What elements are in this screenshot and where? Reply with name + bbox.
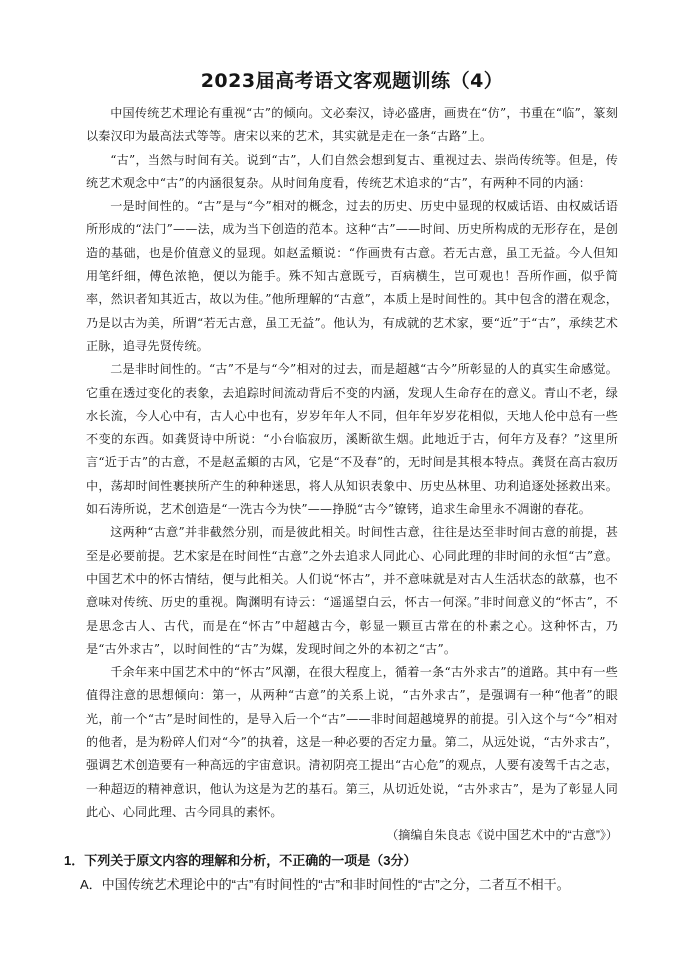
paragraph-6: 千余年来中国艺术中的“怀古”风潮，在很大程度上，循着一条“古外求古”的道路。其中有一些值得注意的思想倾向：第一，从两种“古意”的关系上说，“古外求古”，是强调有一种“他者”的眼光，前一个“古”是时间性的，是导入后一个“古”——非时间超越境界的前提。引入这个与“今”相对的他者，是为粉碎人们对“今”的执着，这是一种必要的否定力量。第二，从远处说，“古外求古”，强调艺术创造要有一种高远的宇宙意识。清初阴亮工提出“古心危”的观点，人要有凌驾千古之志，一种超迈的精神意识，他认为这是为艺的基石。第三，从切近处说，“古外求古”，是为了彰显人同此心、心同此理、古今同具的素怀。 bbox=[86, 665, 618, 819]
question-stem: 1．下列关于原文内容的理解和分析，不正确的一项是（3分） bbox=[64, 852, 417, 868]
document-title: 2023届高考语文客观题训练（4） bbox=[200, 70, 504, 92]
option-a: A．中国传统艺术理论中的“古”有时间性的“古”和非时间性的“古”之分，二者互不相干。 bbox=[80, 876, 570, 892]
paragraph-4: 二是非时间性的。“古”不是与“今”相对的过去，而是超越“古今”所彰显的人的真实生命感觉。它重在透过变化的表象，去追踪时间流动背后不变的内涵，发现人生命存在的意义。青山不老，绿水长流，今人心中有，古人心中也有，岁岁年年人不同，但年年岁岁花相似，天地人伦中总有一些不变的东西。如龚贤诗中所说：“小台临寂历，溪断欲生烟。此地近于古，何年方及春？”这里所言“近于古”的古意，不是赵孟頫的古风，它是“不及春”的，无时间是其根本特点。龚贤在高古寂历中，荡却时间性裹挟所产生的种种迷思，将人从知识表象中、历史丛林里、功利追逐处拯救出来。如石涛所说，艺术创造是“一洗古今为快”——挣脱“古今”镣铐，追求生命里永不凋谢的春花。 bbox=[86, 362, 618, 517]
paragraph-2: “古”，当然与时间有关。说到“古”，人们自然会想到复古、重视过去、崇尚传统等。但是，传统艺术观念中“古”的内涵很复杂。从时间角度看，传统艺术追求的“古”，有两种不同的内涵： bbox=[86, 152, 618, 190]
paragraph-3: 一是时间性的。“古”是与“今”相对的概念，过去的历史、历史中显现的权威话语、由权威话语所形成的“法门”——法，成为当下创造的范本。这种“古”——时间、历史所构成的无形存在，是创造的基础，也是价值意义的显现。如赵孟頫说：“作画贵有古意。若无古意，虽工无益。今人但知用笔纤细，傅色浓艳，便以为能手。殊不知古意既亏，百病横生，岂可观也！吾所作画，似乎简率，然识者知其近古，故以为佳。”他所理解的“古意”，本质上是时间性的。其中包含的潜在观念，乃是以古为美，所谓“若无古意，虽工无益”。他认为，有成就的艺术家，要“近”于“古”，承续艺术正脉，追寻先贤传统。 bbox=[86, 199, 618, 353]
paragraph-1: 中国传统艺术理论有重视“古”的倾向。文必秦汉，诗必盛唐，画贵在“仿”，书重在“临”，篆刻以秦汉印为最高法式等等。唐宋以来的艺术，其实就是走在一条“古路”上。 bbox=[86, 106, 618, 144]
source-citation: （摘编自朱良志《说中国艺术中的“古意”》） bbox=[386, 828, 618, 843]
paragraph-5: 这两种“古意”并非截然分别，而是彼此相关。时间性古意，往往是达至非时间古意的前提，甚至是必要前提。艺术家是在时间性“古意”之外去追求人同此心、心同此理的非时间的永恒“古”意。中国艺术中的怀古情结，便与此相关。人们说“怀古”，并不意味就是对古人生活状态的歆慕，也不意味对传统、历史的重视。陶渊明有诗云：“遥遥望白云，怀古一何深。”非时间意义的“怀古”，不是思念古人、古代，而是在“怀古”中超越古今，彰显一颗亘古常在的朴素之心。这种怀古，乃是“古外求古”，以时间性的“古”为媒，发现时间之外的本初之“古”。 bbox=[86, 525, 618, 656]
